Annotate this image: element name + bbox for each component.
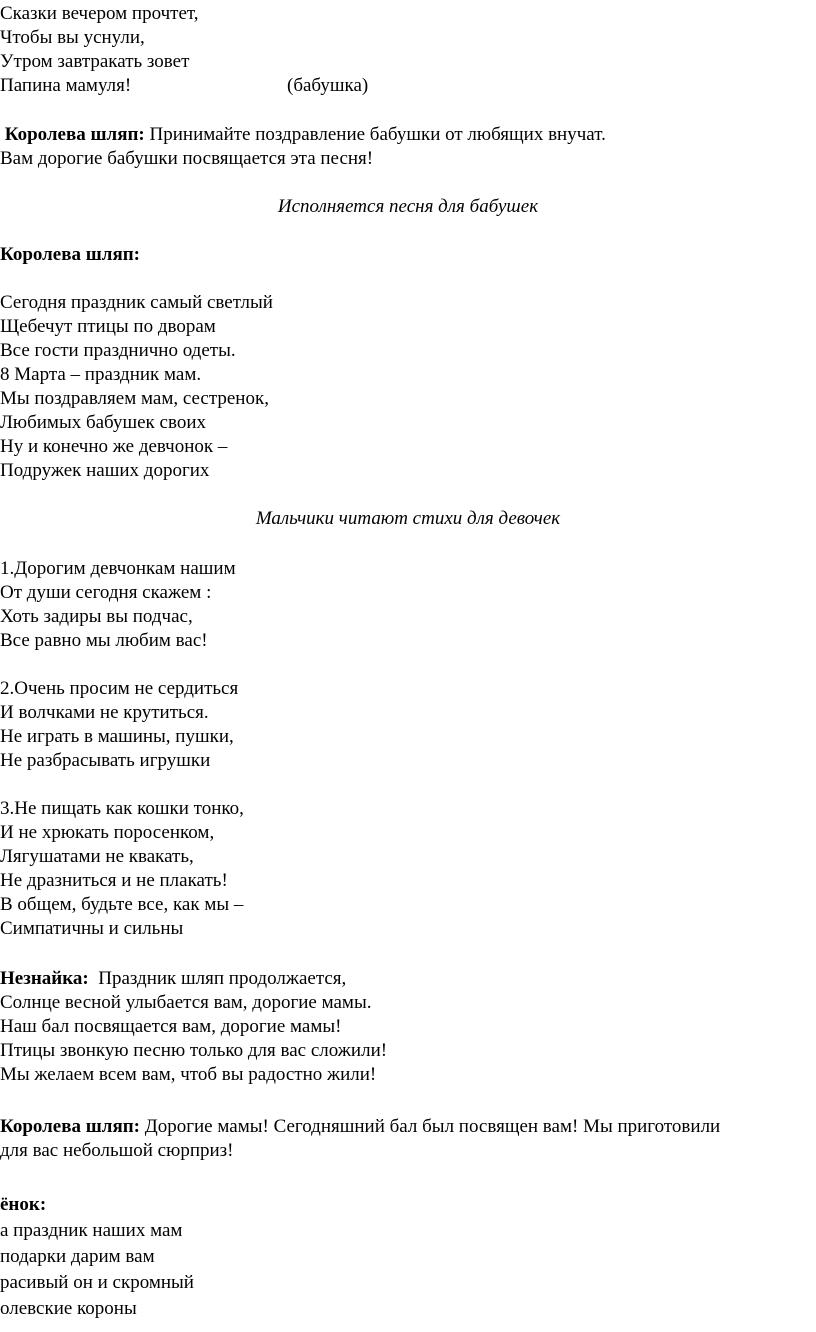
poem-line: 3.Не пищать как кошки тонко,	[0, 798, 244, 819]
poem-line: расивый он и скромный	[0, 1272, 194, 1293]
poem-line: И волчками не крутиться.	[0, 702, 209, 723]
speech-line: Птицы звонкую песню только для вас сложили!	[0, 1040, 388, 1061]
paragraph-neznaika	[0, 967, 346, 991]
poem-line: В общем, будьте все, как мы –	[0, 894, 244, 915]
poem-line: От души сегодня скажем :	[0, 582, 212, 603]
poem-line: а праздник наших мам	[0, 1220, 183, 1241]
stanza1-line: Сказки вечером прочтет,	[0, 3, 199, 24]
stanza1-line: Утром завтракать зовет	[0, 51, 190, 72]
poem-line: 2.Очень просим не сердиться	[0, 678, 239, 699]
poem-line: Симпатичны и сильны	[0, 918, 184, 939]
speech-text: Дорогие мамы! Сегодняшний бал был посвящен вам! Мы приготовили	[140, 1116, 721, 1137]
poem-line: 1.Дорогим девчонкам нашим	[0, 558, 236, 579]
paragraph-queen-1	[0, 123, 606, 147]
speaker-label: ёнок:	[0, 1194, 47, 1215]
poem-line: И не хрюкать поросенком,	[0, 822, 215, 843]
speaker-label: Королева шляп:	[0, 1116, 141, 1137]
song-line: Все гости празднично одеты.	[0, 340, 236, 361]
stage-direction: Мальчики читают стихи для девочек	[255, 508, 561, 529]
poem-line: Лягушатами не квакать,	[0, 846, 194, 867]
song-line: 8 Марта – праздник мам.	[0, 364, 202, 385]
poem-line: олевские короны	[0, 1298, 137, 1319]
speech-line: для вас небольшой сюрприз!	[0, 1140, 234, 1161]
poem-line: подарки дарим вам	[0, 1246, 155, 1267]
stage-direction: Исполняется песня для бабушек	[277, 196, 539, 217]
speech-line: Наш бал посвящается вам, дорогие мамы!	[0, 1016, 342, 1037]
speech-text: Праздник шляп продолжается,	[88, 968, 347, 989]
speaker-label: Королева шляп:	[0, 244, 141, 265]
song-line: Подружек наших дорогих	[0, 460, 210, 481]
speaker-label: Королева шляп:	[4, 124, 145, 145]
poem-line: Не дразниться и не плакать!	[0, 870, 228, 891]
song-line: Сегодня праздник самый светлый	[0, 292, 273, 313]
speech-line: Вам дорогие бабушки посвящается эта песня!	[0, 148, 374, 169]
song-line: Любимых бабушек своих	[0, 412, 206, 433]
song-line: Ну и конечно же девчонок –	[0, 436, 228, 457]
speech-line: Солнце весной улыбается вам, дорогие мамы.	[0, 992, 372, 1013]
poem-line: Не разбрасывать игрушки	[0, 750, 211, 771]
stanza1-line: Папина мамуля!	[0, 75, 132, 96]
song-line: Мы поздравляем мам, сестренок,	[0, 388, 269, 409]
speech-line: Мы желаем всем вам, чтоб вы радостно жили!	[0, 1064, 377, 1085]
poem-line: Не играть в машины, пушки,	[0, 726, 234, 747]
song-line: Щебечут птицы по дворам	[0, 316, 216, 337]
poem-line: Все равно мы любим вас!	[0, 630, 208, 651]
paragraph-queen-3	[0, 1115, 720, 1139]
poem-line: Хоть задиры вы подчас,	[0, 606, 193, 627]
stanza1-note: (бабушка)	[287, 75, 369, 96]
speaker-label: Незнайка:	[0, 968, 89, 989]
speech-text: Принимайте поздравление бабушки от любящих внучат.	[144, 124, 606, 145]
stanza1-line: Чтобы вы уснули,	[0, 27, 145, 48]
